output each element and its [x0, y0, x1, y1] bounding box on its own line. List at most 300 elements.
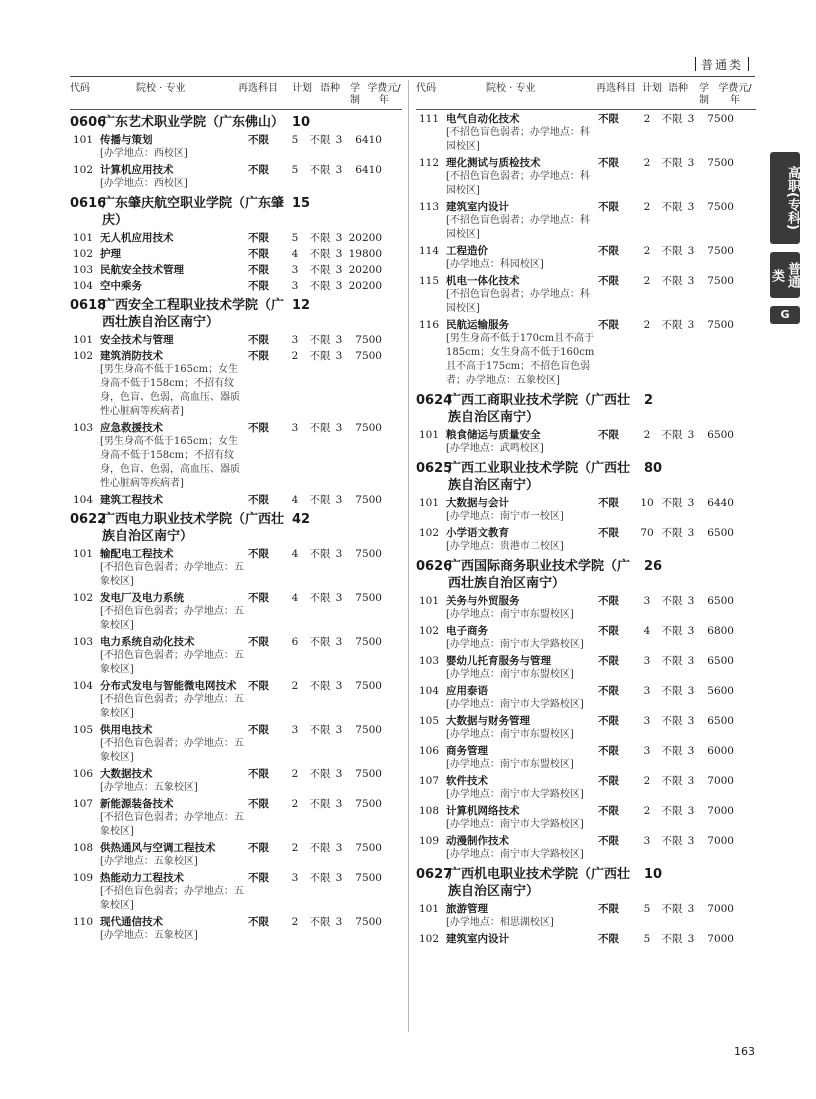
major-plan: 3: [643, 655, 651, 667]
major-row: [416, 156, 756, 198]
major-note: [办学地点：五象校区]: [100, 930, 198, 941]
major-body: [446, 200, 598, 242]
major-name: 电力系统自动化技术: [100, 636, 195, 648]
major-subject: 不限: [598, 655, 619, 667]
major-fee: 7000: [707, 903, 734, 915]
school-plan: 26: [644, 559, 663, 574]
major-body: [446, 902, 598, 930]
school-code: 0625: [416, 461, 453, 476]
major-subject: 不限: [598, 157, 619, 169]
major-language: 不限: [309, 422, 331, 434]
major-row: [70, 547, 402, 589]
major-name: 现代通信技术: [100, 916, 163, 928]
major-plan: 2: [643, 319, 651, 331]
category-label: 普通类: [701, 58, 744, 72]
major-row: [70, 263, 402, 277]
major-fee: 7500: [355, 916, 382, 928]
major-language: 不限: [661, 835, 683, 847]
major-body: [100, 679, 248, 721]
major-name: 大数据与财务管理: [446, 715, 530, 727]
major-row: [416, 804, 756, 832]
major-code: 107: [419, 775, 440, 787]
major-xuezhi: 3: [687, 655, 695, 667]
major-code: 102: [419, 527, 440, 539]
right-column: [416, 80, 756, 946]
major-xuezhi: 3: [687, 157, 695, 169]
major-language: 不限: [661, 903, 683, 915]
header-subject: 再选科目: [238, 83, 278, 94]
major-note: [办学地点：南宁市大学路校区]: [446, 699, 584, 710]
major-name: 关务与外贸服务: [446, 595, 520, 607]
major-xuezhi: 3: [687, 805, 695, 817]
major-subject: 不限: [598, 527, 619, 539]
major-code: 102: [73, 248, 94, 260]
major-plan: 5: [291, 164, 299, 176]
major-name: 供热通风与空调工程技术: [100, 842, 216, 854]
major-name: 安全技术与管理: [100, 334, 174, 346]
major-subject: 不限: [598, 245, 619, 257]
major-plan: 2: [291, 798, 299, 810]
major-body: [446, 244, 598, 272]
major-code: 104: [419, 685, 440, 697]
major-row: [416, 428, 756, 456]
header-xuezhi: 学制: [350, 83, 360, 106]
school-plan: 42: [292, 512, 311, 527]
major-note: [办学地点：南宁市大学路校区]: [446, 789, 584, 800]
header-language: 语种: [668, 83, 688, 94]
major-body: [446, 594, 598, 622]
major-name: 粮食储运与质量安全: [446, 429, 541, 441]
major-xuezhi: 3: [335, 264, 343, 276]
major-body: [100, 767, 248, 795]
major-plan: 2: [643, 201, 651, 213]
header-subject: 再选科目: [596, 83, 636, 94]
major-subject: 不限: [248, 422, 269, 434]
major-fee: 7500: [355, 680, 382, 692]
major-xuezhi: 3: [335, 724, 343, 736]
major-xuezhi: 3: [687, 903, 695, 915]
school-code: 0624: [416, 393, 453, 408]
major-note: [男生身高不低于170cm且不高于185cm；女生身高不低于160cm且不高于175cm；不招色盲色弱者；办学地点：五象校区]: [446, 333, 595, 386]
major-code: 116: [419, 319, 440, 331]
major-name: 大数据技术: [100, 768, 153, 780]
major-code: 108: [419, 805, 440, 817]
major-fee: 6410: [355, 164, 382, 176]
major-body: [446, 774, 598, 802]
major-code: 110: [73, 916, 94, 928]
major-xuezhi: 3: [687, 245, 695, 257]
school-code: 0622: [70, 512, 107, 527]
major-subject: 不限: [248, 798, 269, 810]
major-xuezhi: 3: [335, 134, 343, 146]
major-code: 102: [419, 625, 440, 637]
major-plan: 3: [291, 724, 299, 736]
major-note: [办学地点：南宁市东盟校区]: [446, 729, 574, 740]
major-subject: 不限: [248, 248, 269, 260]
school-row: [70, 114, 402, 131]
major-row: [70, 133, 402, 161]
major-subject: 不限: [598, 497, 619, 509]
major-language: 不限: [661, 319, 683, 331]
major-language: 不限: [661, 775, 683, 787]
major-row: [416, 902, 756, 930]
major-xuezhi: 3: [335, 842, 343, 854]
major-name: 商务管理: [446, 745, 488, 757]
column-divider: [408, 80, 409, 1032]
major-plan: 2: [291, 680, 299, 692]
major-plan: 70: [640, 527, 654, 539]
major-fee: 7000: [707, 835, 734, 847]
major-row: [416, 594, 756, 622]
major-row: [70, 421, 402, 491]
major-body: [446, 684, 598, 712]
major-name: 软件技术: [446, 775, 488, 787]
major-row: [416, 526, 756, 554]
major-name: 动漫制作技术: [446, 835, 509, 847]
major-fee: 7500: [355, 724, 382, 736]
major-note: [办学地点：南宁市大学路校区]: [446, 639, 584, 650]
major-name: 小学语文教育: [446, 527, 509, 539]
major-note: [办学地点：西校区]: [100, 178, 188, 189]
major-subject: 不限: [248, 134, 269, 146]
major-subject: 不限: [598, 319, 619, 331]
major-plan: 3: [291, 872, 299, 884]
major-fee: 6000: [707, 745, 734, 757]
major-code: 107: [73, 798, 94, 810]
category-header: [690, 56, 754, 73]
school-row: [416, 558, 756, 592]
major-subject: 不限: [248, 916, 269, 928]
major-plan: 2: [291, 916, 299, 928]
header-fee: 学费元/年: [718, 83, 752, 106]
school-code: 0627: [416, 867, 453, 882]
major-plan: 2: [643, 157, 651, 169]
major-fee: 7500: [355, 350, 382, 362]
major-note: [男生身高不低于165cm；女生身高不低于158cm；不招有纹身，色盲、色弱，高血压、器质性心脏病等疾病者]: [100, 364, 240, 417]
major-xuezhi: 3: [335, 334, 343, 346]
major-code: 101: [419, 903, 440, 915]
school-plan: 10: [644, 867, 663, 882]
major-xuezhi: 3: [335, 916, 343, 928]
major-note: [男生身高不低于165cm；女生身高不低于158cm；不招有纹身，色盲、色弱，高血压、器质性心脏病等疾病者]: [100, 436, 240, 489]
major-body: [446, 804, 598, 832]
school-code: 0616: [70, 196, 107, 211]
major-fee: 7500: [707, 245, 734, 257]
major-name: 理化测试与质检技术: [446, 157, 541, 169]
major-fee: 7500: [707, 319, 734, 331]
left-school-list: [70, 114, 402, 943]
major-fee: 7500: [355, 592, 382, 604]
major-name: 建筑工程技术: [100, 494, 163, 506]
major-note: [不招色盲色弱者；办学地点：五象校区]: [100, 738, 244, 763]
major-fee: 7500: [707, 157, 734, 169]
major-subject: 不限: [248, 842, 269, 854]
major-body: [100, 421, 248, 491]
major-code: 102: [73, 592, 94, 604]
major-code: 101: [73, 334, 94, 346]
major-fee: 7000: [707, 775, 734, 787]
major-xuezhi: 3: [335, 680, 343, 692]
major-plan: 2: [643, 113, 651, 125]
major-xuezhi: 3: [687, 497, 695, 509]
major-code: 101: [73, 548, 94, 560]
major-row: [416, 932, 756, 946]
major-language: 不限: [309, 248, 331, 260]
major-note: [不招色盲色弱者；办学地点：五象校区]: [100, 562, 244, 587]
major-language: 不限: [309, 334, 331, 346]
header-code: 代码: [416, 83, 436, 94]
major-code: 106: [73, 768, 94, 780]
major-row: [416, 112, 756, 154]
major-code: 101: [419, 595, 440, 607]
major-row: [416, 200, 756, 242]
school-name: 广西安全工程职业技术学院（广西壮族自治区南宁）: [102, 298, 285, 330]
major-fee: 7500: [707, 201, 734, 213]
major-body: [100, 247, 248, 261]
major-plan: 5: [291, 232, 299, 244]
major-body: [446, 156, 598, 198]
major-body: [100, 279, 248, 293]
major-body: [100, 493, 248, 507]
major-name: 发电厂及电力系统: [100, 592, 184, 604]
major-language: 不限: [661, 497, 683, 509]
major-name: 机电一体化技术: [446, 275, 520, 287]
major-code: 111: [419, 113, 440, 125]
major-code: 108: [73, 842, 94, 854]
major-fee: 20200: [348, 264, 382, 276]
major-code: 103: [73, 264, 94, 276]
major-note: [不招色盲色弱者；办学地点：五象校区]: [100, 650, 244, 675]
major-fee: 20200: [348, 232, 382, 244]
major-name: 电子商务: [446, 625, 488, 637]
major-body: [100, 635, 248, 677]
major-code: 102: [73, 164, 94, 176]
major-subject: 不限: [248, 264, 269, 276]
major-name: 工程造价: [446, 245, 488, 257]
major-language: 不限: [309, 798, 331, 810]
major-plan: 3: [291, 334, 299, 346]
major-body: [100, 133, 248, 161]
major-name: 热能动力工程技术: [100, 872, 184, 884]
major-subject: 不限: [598, 201, 619, 213]
school-name: 广西电力职业技术学院（广西壮族自治区南宁）: [102, 512, 285, 544]
major-code: 101: [73, 134, 94, 146]
major-note: [办学地点：南宁市东盟校区]: [446, 609, 574, 620]
major-xuezhi: 3: [335, 548, 343, 560]
major-name: 民航运输服务: [446, 319, 509, 331]
major-row: [70, 591, 402, 633]
major-language: 不限: [661, 113, 683, 125]
major-language: 不限: [661, 655, 683, 667]
left-column: [70, 80, 402, 943]
major-plan: 5: [643, 933, 651, 945]
major-xuezhi: 3: [335, 248, 343, 260]
major-subject: 不限: [598, 595, 619, 607]
major-code: 104: [73, 680, 94, 692]
major-subject: 不限: [598, 429, 619, 441]
major-plan: 5: [643, 903, 651, 915]
major-row: [70, 723, 402, 765]
major-fee: 7500: [355, 768, 382, 780]
major-subject: 不限: [598, 835, 619, 847]
major-subject: 不限: [598, 903, 619, 915]
major-subject: 不限: [248, 680, 269, 692]
major-body: [100, 547, 248, 589]
major-fee: 6410: [355, 134, 382, 146]
header-name: 院校 · 专业: [486, 83, 536, 94]
major-row: [416, 834, 756, 862]
major-language: 不限: [661, 429, 683, 441]
major-body: [446, 714, 598, 742]
header-fee: 学费元/年: [367, 83, 401, 106]
major-row: [416, 744, 756, 772]
major-xuezhi: 3: [335, 798, 343, 810]
major-language: 不限: [309, 134, 331, 146]
major-code: 105: [73, 724, 94, 736]
major-name: 婴幼儿托育服务与管理: [446, 655, 551, 667]
column-header: [416, 80, 756, 110]
major-body: [100, 231, 248, 245]
major-language: 不限: [309, 842, 331, 854]
school-name: 广东肇庆航空职业学院（广东肇庆）: [102, 196, 285, 228]
major-plan: 2: [291, 768, 299, 780]
major-body: [446, 496, 598, 524]
school-code: 0618: [70, 298, 107, 313]
major-subject: 不限: [598, 113, 619, 125]
major-subject: 不限: [248, 494, 269, 506]
major-note: [不招色盲色弱者；办学地点：科园校区]: [446, 215, 590, 240]
major-language: 不限: [661, 201, 683, 213]
major-xuezhi: 3: [687, 275, 695, 287]
major-xuezhi: 3: [687, 201, 695, 213]
major-xuezhi: 3: [335, 592, 343, 604]
major-name: 民航安全技术管理: [100, 264, 184, 276]
major-fee: 7500: [355, 422, 382, 434]
major-fee: 6800: [707, 625, 734, 637]
major-subject: 不限: [248, 548, 269, 560]
major-plan: 3: [291, 422, 299, 434]
major-note: [办学地点：南宁市一校区]: [446, 511, 564, 522]
major-fee: 7500: [707, 275, 734, 287]
major-subject: 不限: [598, 685, 619, 697]
major-plan: 2: [643, 429, 651, 441]
major-plan: 3: [291, 264, 299, 276]
major-language: 不限: [309, 592, 331, 604]
major-language: 不限: [309, 724, 331, 736]
major-xuezhi: 3: [335, 350, 343, 362]
major-body: [100, 841, 248, 869]
major-xuezhi: 3: [335, 636, 343, 648]
major-plan: 4: [291, 494, 299, 506]
major-plan: 10: [640, 497, 654, 509]
major-row: [70, 635, 402, 677]
major-row: [70, 915, 402, 943]
major-subject: 不限: [598, 775, 619, 787]
major-code: 109: [419, 835, 440, 847]
major-name: 计算机应用技术: [100, 164, 174, 176]
major-row: [70, 679, 402, 721]
school-name: 广西国际商务职业技术学院（广西壮族自治区南宁）: [448, 559, 631, 591]
major-xuezhi: 3: [335, 164, 343, 176]
major-fee: 6440: [707, 497, 734, 509]
major-xuezhi: 3: [687, 685, 695, 697]
major-row: [416, 774, 756, 802]
major-xuezhi: 3: [335, 494, 343, 506]
major-row: [70, 247, 402, 261]
school-plan: 10: [292, 115, 311, 130]
school-row: [416, 392, 756, 426]
major-language: 不限: [661, 275, 683, 287]
major-name: 建筑消防技术: [100, 350, 163, 362]
major-fee: 7500: [355, 872, 382, 884]
major-body: [100, 591, 248, 633]
major-xuezhi: 3: [687, 745, 695, 757]
major-fee: 19800: [348, 248, 382, 260]
major-note: [办学地点：五象校区]: [100, 856, 198, 867]
major-note: [不招色盲色弱者；办学地点：科园校区]: [446, 127, 590, 152]
major-row: [416, 274, 756, 316]
major-fee: 20200: [348, 280, 382, 292]
major-subject: 不限: [248, 724, 269, 736]
major-row: [416, 684, 756, 712]
major-plan: 2: [643, 245, 651, 257]
major-body: [446, 834, 598, 862]
major-body: [446, 428, 598, 456]
major-language: 不限: [309, 548, 331, 560]
school-code: 0606: [70, 115, 107, 130]
major-body: [446, 932, 598, 946]
side-tab-general: 普通类: [770, 252, 800, 298]
major-subject: 不限: [598, 745, 619, 757]
school-name: 广西机电职业技术学院（广西壮族自治区南宁）: [448, 867, 631, 899]
major-fee: 7500: [355, 798, 382, 810]
major-code: 104: [73, 494, 94, 506]
major-note: [办学地点：贵港市二校区]: [446, 541, 564, 552]
major-name: 无人机应用技术: [100, 232, 174, 244]
major-body: [100, 163, 248, 191]
school-row: [70, 511, 402, 545]
major-row: [416, 244, 756, 272]
school-plan: 80: [644, 461, 663, 476]
major-xuezhi: 3: [687, 595, 695, 607]
school-code: 0626: [416, 559, 453, 574]
major-language: 不限: [661, 527, 683, 539]
header-xuezhi: 学制: [699, 83, 709, 106]
major-row: [416, 654, 756, 682]
school-name: 广西工商职业技术学院（广西壮族自治区南宁）: [448, 393, 631, 425]
major-row: [416, 318, 756, 388]
header-code: 代码: [70, 83, 90, 94]
major-plan: 3: [643, 745, 651, 757]
major-language: 不限: [309, 494, 331, 506]
major-xuezhi: 3: [335, 422, 343, 434]
major-fee: 7500: [355, 334, 382, 346]
major-plan: 4: [291, 548, 299, 560]
major-body: [100, 349, 248, 419]
school-plan: 15: [292, 196, 311, 211]
major-body: [446, 274, 598, 316]
major-name: 供用电技术: [100, 724, 153, 736]
major-plan: 2: [643, 275, 651, 287]
major-row: [70, 493, 402, 507]
major-subject: 不限: [248, 334, 269, 346]
major-note: [办学地点：相思湖校区]: [446, 917, 554, 928]
major-fee: 6500: [707, 655, 734, 667]
major-language: 不限: [661, 805, 683, 817]
header-language: 语种: [320, 83, 340, 94]
major-subject: 不限: [248, 280, 269, 292]
major-fee: 6500: [707, 527, 734, 539]
